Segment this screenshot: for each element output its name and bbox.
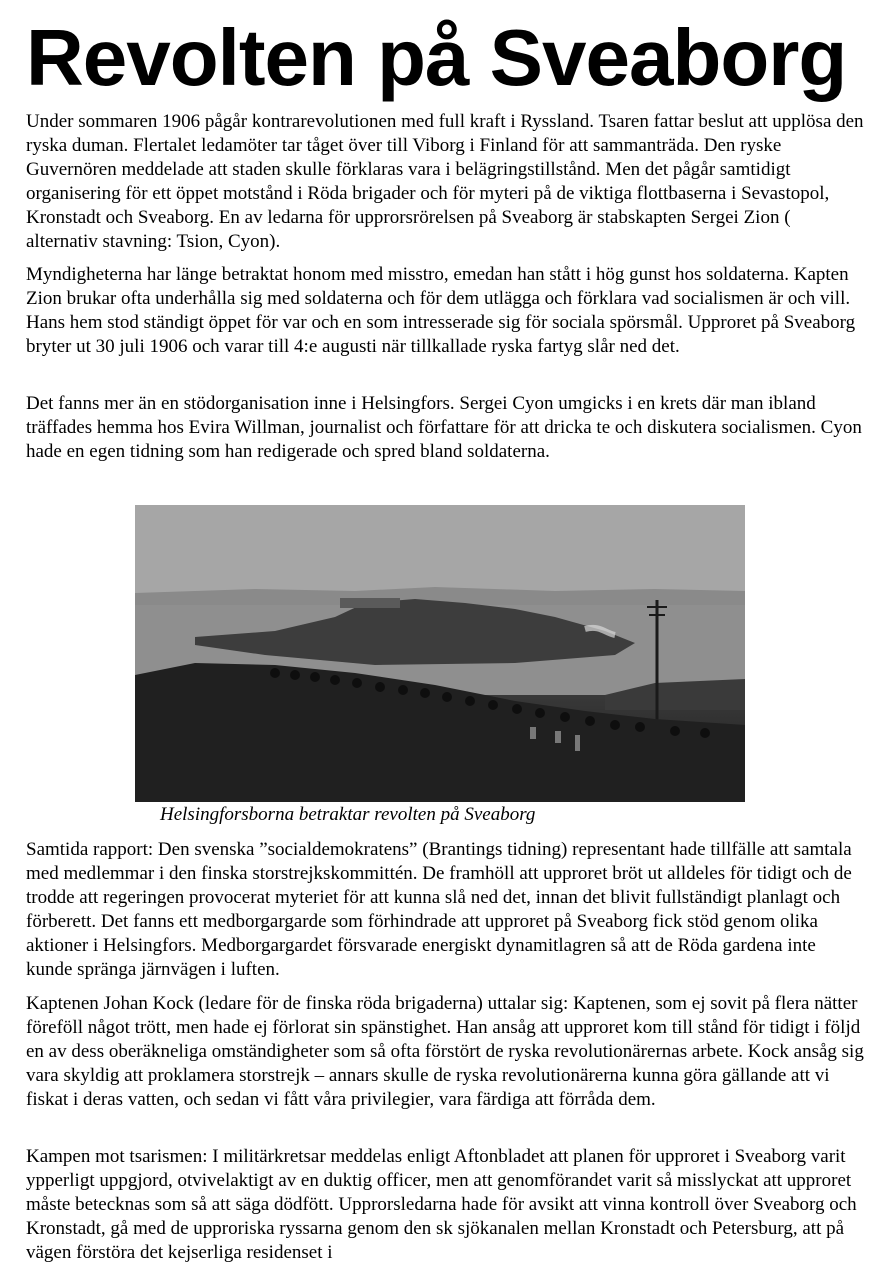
paragraph-5: Kaptenen Johan Kock (ledare för de finska röda brigaderna) uttalar sig: Kaptenen, som ej sovit på flera nätter föreföll något trött, men hade ej förlorat sin spänstighet. Han ansåg att upproret kom till stånd för tidigt i följd en av dess oberäkneliga omständigheter som så ofta förstört de ryska revolutionärernas arbete. Kock ansåg sig vara skyldig att proklamera storstrejk – annars skulle de ryska revolutionärerna kunna göra gällande att vi fiskat i deras vatten, och sedan vi fått våra privilegier, vara färdiga att förråda dem. [26, 993, 864, 1110]
harbor-crowd-illustration [135, 505, 745, 802]
paragraph-4: Samtida rapport: Den svenska ”socialdemokratens” (Brantings tidning) representant hade tillfälle att samtala med medlemmar i den finska storstrejkskommittén. De framhöll att upproret bröt ut alldeles för tidigt och de trodde att regeringen provocerat myteriet för att kunna slå ned det, innan det blivit fullständigt planlagt och förberett. Det fanns ett medborgargarde som förhindrade att upproret på Sveaborg fick stöd genom olika aktioner i Helsingfors. Medborgargardet försvarade energiskt dynamitlagren så att de Röda gardena inte kunde spränga järnvägen i luften. [26, 839, 852, 980]
paragraph-3: Det fanns mer än en stödorganisation inne i Helsingfors. Sergei Cyon umgicks i en krets där man ibland träffades hemma hos Evira Willman, journalist och författare för att dricka te och diskutera socialismen. Cyon hade en egen tidning som han redigerade och spred bland soldaterna. [26, 393, 862, 462]
page-title: Revolten på Sveaborg [26, 13, 847, 102]
photo-caption: Helsingforsborna betraktar revolten på Sveaborg [160, 804, 536, 825]
paragraph-2: Myndigheterna har länge betraktat honom med misstro, emedan han stått i hög gunst hos soldaterna. Kapten Zion brukar ofta underhålla sig med soldaterna och för dem utlägga och förklara vad socialismen är och vill. Hans hem stod ständigt öppet för var och en som intresserade sig för sociala spörsmål. Upproret på Sveaborg bryter ut 30 juli 1906 och varar till 4:e augusti när tillkallade ryska fartyg slår ned det. [26, 264, 856, 357]
paragraph-1: Under sommaren 1906 pågår kontrarevolutionen med full kraft i Ryssland. Tsaren fattar beslut att upplösa den ryska duman. Flertalet ledamöter tar tåget över till Viborg i Finland för att sammanträda. Den ryske Guvernören meddelade att staden skulle förklaras vara i belägringstillstånd. Men det pågår samtidigt organisering för ett öppet motstånd i Röda brigader och för myteri på de viktiga flottbaserna i Sevastopol, Kronstadt och Sveaborg. En av ledarna för upprorsrörelsen på Sveaborg är stabskapten Sergei Zion ( alternativ stavning: Tsion, Cyon). [26, 111, 864, 252]
historical-photo [135, 505, 745, 802]
paragraph-6: Kampen mot tsarismen: I militärkretsar meddelas enligt Aftonbladet att planen för upproret i Sveaborg varit ypperligt uppgjord, otvivelaktigt av en duktig officer, men att genomförandet varit så misslyckat att upproret måste betecknas som så att säga dödfött. Upprorsledarna hade för avsikt att vinna kontroll över Sveaborg och Kronstadt, gå med de upproriska ryssarna genom den sk sjökanalen mellan Kronstadt och Petersburg, att på vägen förstöra det kejserliga residenset i [26, 1146, 857, 1263]
